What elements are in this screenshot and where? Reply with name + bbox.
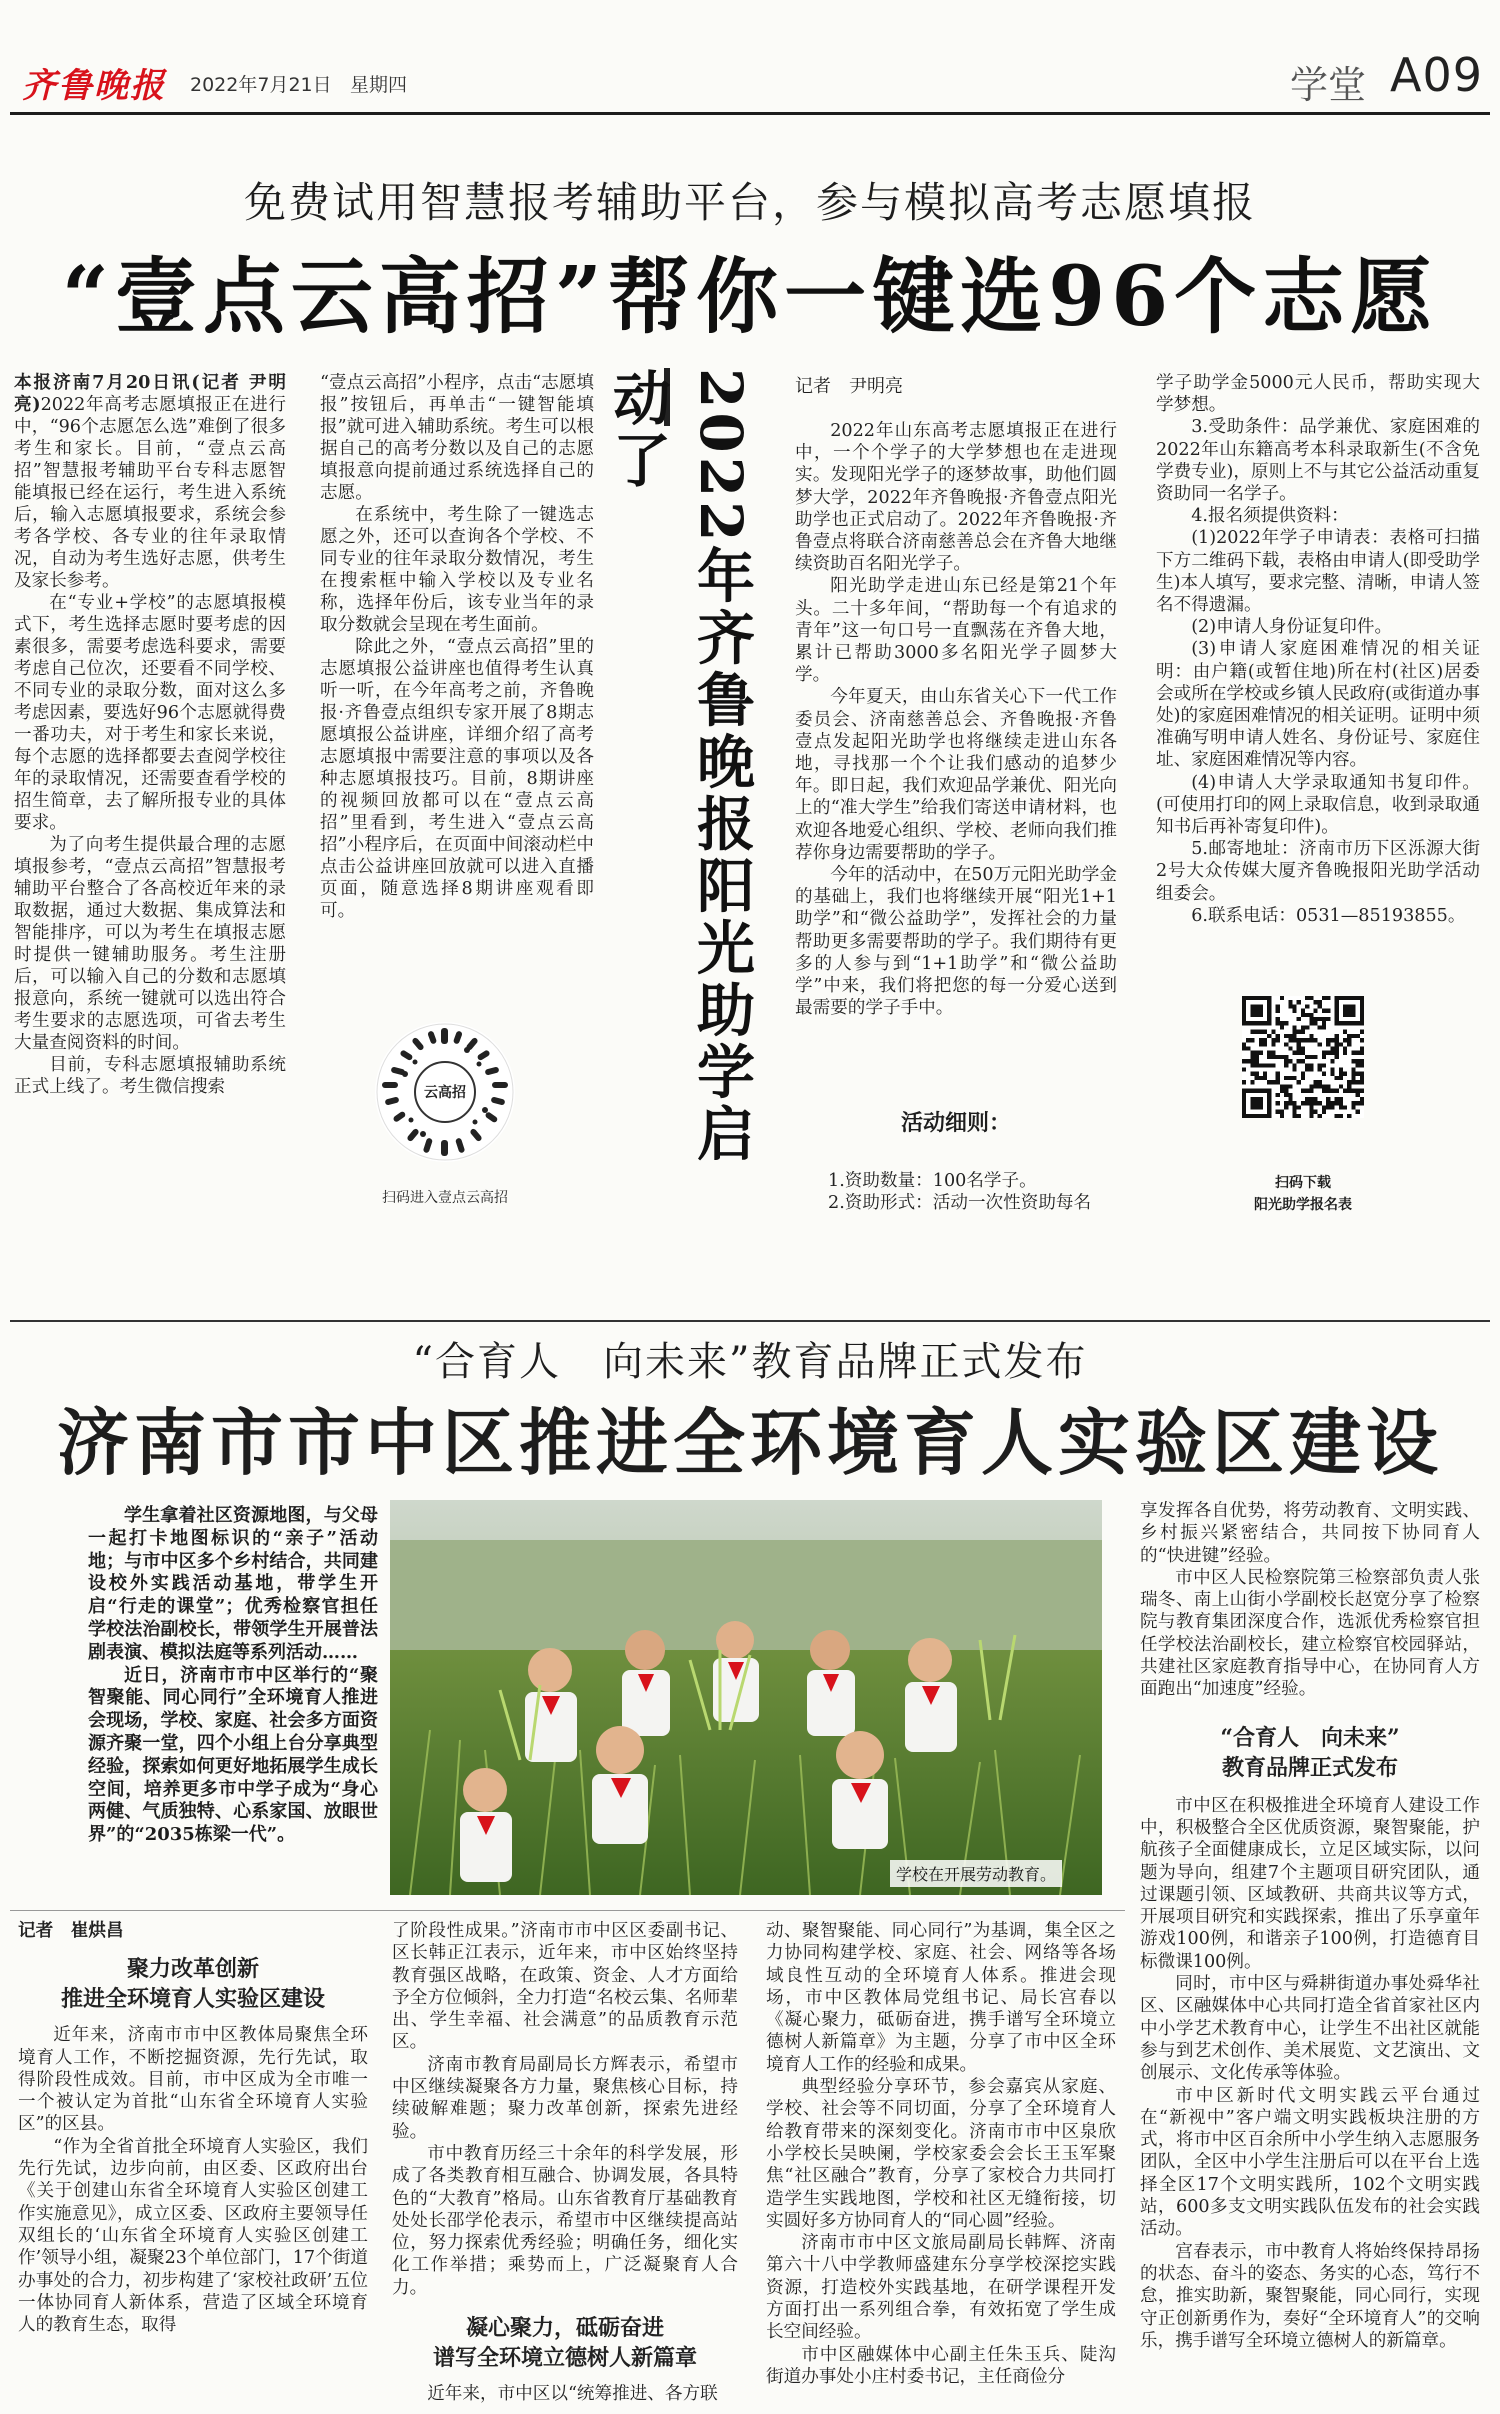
story3-paragraph: 市中区人民检察院第三检察部负责人张瑞冬、南上山街小学副校长赵宽分享了检察院与教育集团深度合作，选派优秀检察官担任学校法治副校长，建立检察官校园驿站，共建社区家庭教育指导中心，在协同育人方面跑出“加速度”经验。 [1140, 1567, 1480, 1700]
story1-paragraph: 在系统中，考生除了一键选志愿之外，还可以查询各个学校、不同专业的往年录取分数情况，考生在搜索框中输入学校以及专业名称，选择年份后，该专业当年的录取分数就会呈现在考生面前。 [320, 505, 594, 635]
story3-paragraph: 市中教育历经三十余年的科学发展，形成了各类教育相互融合、协调发展，各具特色的“大教育”格局。山东省教育厅基础教育处处长邵学伦表示，希望市中区继续提高站位，努力探索优秀经验；明确任务，细化实化工作举措；乘势而上，广泛凝聚育人合力。 [392, 2143, 738, 2298]
story2-byline: 记者 尹明亮 [795, 376, 903, 397]
section-name: 学堂 [1290, 63, 1367, 107]
subhead-line: 凝心聚力，砥砺奋进 [465, 2315, 664, 2342]
story3-paragraph: 济南市教育局副局长方辉表示，希望市中区继续凝聚各方力量，聚焦核心目标，持续破解难题；聚力改革创新，探索先进经验。 [392, 2054, 738, 2142]
photo-illustration [390, 1500, 1102, 1895]
story2-paragraph: 5.邮寄地址：济南市历下区泺源大街2号大众传媒大厦齐鲁晚报阳光助学活动组委会。 [1156, 839, 1480, 904]
story1-kicker: 免费试用智慧报考辅助平台，参与模拟高考志愿填报 [243, 178, 1256, 227]
subhead-line: 推进全环境育人实验区建设 [60, 1986, 325, 2013]
photo-rule [10, 1910, 1125, 1911]
story2-paragraph: (2)申请人身份证复印件。 [1191, 617, 1393, 638]
story1-paragraph: 2022年高考志愿填报正在进行中，“96个志愿怎么选”难倒了很多考生和家长。目前，“壹点云高招”智慧报考辅助平台专科志愿智能填报已经在运行，考生进入系统后，输入志愿填报要求，系统会参考各学校、各专业的往年录取情况，自动为考生选好志愿，供考生及家长参考。 [14, 395, 287, 591]
miniprogram-code[interactable] [375, 1022, 515, 1162]
story1-paragraph: 为了向考生提供最合理的志愿填报参考，“壹点云高招”智慧报考辅助平台整合了各高校近年来的录取数据，通过大数据、集成算法和智能排序，可以为考生在填报志愿时提供一键辅助服务。考生注册后，可以输入自己的分数和志愿填报意向，系统一键就可以选出符合考生要求的志愿选项，可省去考生大量查阅资料的时间。 [14, 835, 286, 1053]
story3-paragraph: 市中区新时代文明实践云平台通过在“新视中”客户端文明实践板块注册的方式，将市中区百余所中小学生纳入志愿服务团队，全区中小学生注册后可以在平台上选择全区17个文明实践所，102个文明实践站，600多支文明实践队伍发布的社会实践活动。 [1140, 2085, 1480, 2240]
story3-kicker: “合育人 向未来”教育品牌正式发布 [412, 1339, 1088, 1385]
story1-paragraph: 目前，专科志愿填报辅助系统正式上线了。考生微信搜索 [14, 1055, 286, 1097]
signup-form-qr-code[interactable] [1242, 996, 1364, 1118]
story2-paragraph: 4.报名须提供资料： [1191, 506, 1349, 527]
newspaper-logo: 齐鲁晚报 [22, 66, 166, 106]
story2-detail-item: 1.资助数量：100名学子。 [828, 1171, 1037, 1191]
story3-subhead-1 [18, 1954, 368, 2014]
section-divider [10, 1320, 1490, 1322]
story3-paragraph: “作为全省首批全环境育人实验区，我们先行先试，边步向前，由区委、区政府出台《关于创建山东省全环境育人实验区创建工作实施意见》，成立区委、区政府主要领导任双组长的‘山东省全环境育人实验区创建工作’领导小组，凝聚23个单位部门，17个街道办事处的合力，初步构建了‘家校社政研’五位一体协同育人新体系，营造了区域全环境育人的教育生态，取得 [18, 2136, 368, 2336]
story2-paragraph: 今年的活动中，在50万元阳光助学金的基础上，我们也将继续开展“阳光1+1助学”和“微公益助学”，发挥社会的力量帮助更多需要帮助的学子。我们期待有更多的人参与到“1+1助学”和“微公益助学”中来，我们将把您的每一分爱心送到最需要的学子手中。 [795, 865, 1117, 1019]
story1-headline: “壹点云高招”帮你一键选96个志愿 [61, 249, 1439, 345]
story3-column-a [18, 1920, 368, 2336]
story3-paragraph: 典型经验分享环节，参会嘉宾从家庭、学校、社会等不同切面，分享了全环境育人给教育带来的深刻变化。济南市市中区泉欣小学校长吴映阑，学校家委会会长王玉军聚焦“社区融合”教育，分享了家校合力共同打造学生实践地图，学校和社区无缝衔接，切实圆好多方协同育人的“同心圆”经验。 [766, 2077, 1116, 2231]
issue-weekday: 星期四 [350, 74, 408, 96]
story2-paragraph: (3)申请人家庭困难情况的相关证明：由户籍(或暂住地)所在村(社区)居委会或所在学校或乡镇人民政府(或街道办事处)的家庭困难情况的相关证明。证明中须准确写明申请人姓名、身份证号、家庭住址、家庭困难情况等内容。 [1156, 639, 1480, 771]
masthead-rule [10, 112, 1490, 115]
qr-caption-line: 阳光助学报名表 [1254, 1197, 1352, 1213]
story1-paragraph: “壹点云高招”小程序，点击“志愿填报”按钮后，再单击“一键智能填报”就可进入辅助系统。考生可以根据自己的高考分数以及自己的志愿填报意向提前通过系统选择自己的志愿。 [320, 373, 594, 503]
story1-column-2 [320, 372, 594, 922]
signup-qr-caption [1220, 1172, 1386, 1216]
story3-column-b [392, 1920, 738, 2405]
story3-paragraph: 享发挥各自优势，将劳动教育、文明实践、乡村振兴紧密结合，共同按下协同育人的“快进键”经验。 [1140, 1501, 1480, 1566]
story3-paragraph: 同时，市中区与舜耕街道办事处舜华社区、区融媒体中心共同打造全省首家社区内中小学艺术教育中心，让学生不出社区就能参与到艺术创作、美术展览、文艺演出、文创展示、文化传承等体验。 [1140, 1974, 1480, 2084]
story3-right-subhead [1140, 1723, 1480, 1783]
miniprogram-code-label: 云高招 [424, 1085, 466, 1101]
story3-paragraph: 市中区融媒体中心副主任朱玉兵、陡沟街道办事处小庄村委书记，主任商俭分 [766, 2344, 1116, 2387]
story3-paragraph: 近年来，济南市市中区教体局聚焦全环境育人工作，不断挖掘资源，先行先试，取得阶段性成效。目前，市中区成为全市唯一一个被认定为首批“山东省全环境育人实验区”的区县。 [18, 2025, 368, 2135]
story3-subhead-2 [392, 2313, 738, 2373]
story2-detail-item: 2.资助形式：活动一次性资助每名 [828, 1193, 1092, 1213]
story3-lead-paragraph: 学生拿着社区资源地图，与父母一起打卡地图标识的“亲子”活动地；与市中区多个乡村结合，共同建设校外实践活动基地，带学生开启“行走的课堂”；优秀检察官担任学校法治副校长，带领学生开展普法剧表演、模拟法庭等系列活动…… [88, 1505, 378, 1663]
story2-details-heading: 活动细则： [900, 1110, 1011, 1136]
labor-education-photo [390, 1500, 1102, 1895]
story3-paragraph: 宫春表示，市中教育人将始终保持昂扬的状态、奋斗的姿态、务实的心态，笃行不怠，推实助新，聚智聚能，同心同行，实现守正创新勇作为，奏好“全环境育人”的交响乐，携手谱写全环境立德树人的新篇章。 [1140, 2241, 1480, 2351]
subhead-line: 聚力改革创新 [126, 1956, 259, 1983]
story2-paragraph: 2022年山东高考志愿填报正在进行中，一个个学子的大学梦想也在走进现实。发现阳光学子的逐梦故事，助他们圆梦大学，2022年齐鲁晚报·齐鲁壹点阳光助学也正式启动了。2022年齐鲁晚报·齐鲁壹点将联合济南慈善总会在齐鲁大地继续资助百名阳光学子。 [795, 421, 1117, 575]
story2-vertical-title: 2022年齐鲁晚报阳光助学启动了 [603, 368, 755, 1166]
miniprogram-code-caption: 扫码进入壹点云高招 [382, 1190, 508, 1206]
page-number: A09 [1390, 48, 1484, 102]
story3-paragraph: 动、聚智聚能、同心同行”为基调，集全区之力协同构建学校、家庭、社会、网络等各场域良性互动的全环境育人体系。推进会现场，市中区教体局党组书记、局长宫春以《凝心聚力，砥砺奋进，携手谱写全环境立德树人新篇章》为主题，分享了市中区全环境育人工作的经验和成果。 [766, 1921, 1116, 2075]
story3-byline: 记者 崔烘昌 [18, 1921, 124, 1941]
story1-dateline: 本报济南7月20日讯(记者 尹明亮) [14, 372, 286, 415]
story2-column-1 [795, 420, 1117, 1019]
story3-right-column [1140, 1500, 1480, 2352]
story3-column-c [766, 1920, 1116, 2388]
subhead-line: 谱写全环境立德树人新篇章 [432, 2345, 697, 2372]
qr-caption-line: 扫码下载 [1275, 1175, 1331, 1191]
story3-lead-paragraph: 近日，济南市市中区举行的“聚智聚能、同心同行”全环境育人推进会现场，学校、家庭、社会多方面资源齐聚一堂，四个小组上台分享典型经验，探索如何更好地拓展学生成长空间，培养更多市中学子成为“身心两健、气质独特、心系家国、放眼世界”的“2035栋梁一代”。 [88, 1664, 378, 1846]
photo-caption: 学校在开展劳动教育。 [890, 1860, 1062, 1887]
issue-date: 2022年7月21日 [190, 74, 332, 96]
story3-headline: 济南市市中区推进全环境育人实验区建设 [56, 1400, 1443, 1485]
qr-code-graphic [1242, 996, 1364, 1118]
subhead-line: “合育人 向未来” [1220, 1724, 1400, 1751]
story1-paragraph: 在“专业+学校”的志愿填报模式下，考生选择志愿时要考虑的因素很多，需要考虑选科要求，需要考虑自己位次，还要看不同学校、不同专业的录取分数，面对这么多考虑因素，要选好96个志愿就得费一番功夫，对于考生和家长来说，每个志愿的选择都要去查阅学校往年的录取情况，还需要查看学校的招生简章，去了解所报专业的具体要求。 [14, 593, 286, 833]
story2-paragraph: 学子助学金5000元人民币，帮助实现大学梦想。 [1156, 373, 1480, 416]
story2-paragraph: 6.联系电话：0531—85193855。 [1191, 905, 1466, 926]
story1-column-1 [14, 372, 286, 1098]
story3-lead [88, 1505, 378, 1847]
story1-paragraph: 除此之外，“壹点云高招”里的志愿填报公益讲座也值得考生认真听一听，在今年高考之前，齐鲁晚报·齐鲁壹点组织专家开展了8期志愿填报公益讲座，详细介绍了高考志愿填报中需要注意的事项以及各种志愿填报技巧。目前，8期讲座的视频回放都可以在“壹点云高招”里看到，考生进入“壹点云高招”小程序后，在页面中间滚动栏中点击公益讲座回放就可以进入直播页面，随意选择8期讲座观看即可。 [320, 637, 594, 921]
story2-paragraph: 今年夏天，由山东省关心下一代工作委员会、济南慈善总会、齐鲁晚报·齐鲁壹点发起阳光助学也将继续走进山东各地，寻找那一个个让我们感动的追梦少年。即日起，我们欢迎品学兼优、阳光向上的“准大学生”给我们寄送申请材料，也欢迎各地爱心组织、学校、老师向我们推荐你身边需要帮助的学子。 [795, 687, 1117, 863]
story2-paragraph: (4)申请人大学录取通知书复印件。(可使用打印的网上录取信息，收到录取通知书后再补寄复印件)。 [1156, 772, 1480, 838]
story3-paragraph: 市中区在积极推进全环境育人建设工作中，积极整合全区优质资源，聚智聚能，护航孩子全面健康成长，立足区域实际，以问题为导向，组建7个主题项目研究团队，通过课题引领、区域教研、共商共议等方式，开展项目研究和实践探索，推出了乐享童年游戏100例，和谐亲子100例，打造德育目标微课100例。 [1140, 1795, 1480, 1972]
story2-details [828, 1170, 1118, 1214]
subhead-line: 教育品牌正式发布 [1221, 1754, 1398, 1781]
masthead [0, 0, 1500, 110]
story2-paragraph: 3.受助条件：品学兼优、家庭困难的2022年山东籍高考本科录取新生(不含免学费专业)，原则上不与其它公益活动重复资助同一名学子。 [1156, 417, 1480, 505]
story3-paragraph: 济南市市中区文旅局副局长韩辉、济南第六十八中学教师盛建东分享学校深挖实践资源，打造校外实践基地，在研学课程开发方面打出一系列组合拳，有效拓宽了学生成长空间经验。 [766, 2233, 1116, 2343]
story2-paragraph: (1)2022年学子申请表：表格可扫描下方二维码下载，表格由申请人(即受助学生)本人填写，要求完整、清晰，申请人签名不得遗漏。 [1156, 528, 1480, 616]
story2-column-2 [1156, 372, 1480, 927]
story2-paragraph: 阳光助学走进山东已经是第21个年头。二十多年间，“帮助每一个有追求的青年”这一句口号一直飘荡在齐鲁大地，累计已帮助3000多名阳光学子圆梦大学。 [795, 576, 1117, 686]
story3-paragraph: 了阶段性成果。”济南市市中区区委副书记、区长韩正江表示，近年来，市中区始终坚持教育强区战略，在政策、资金、人才方面给予全方位倾斜，全力打造“名校云集、名师辈出、学生幸福、社会满意”的品质教育示范区。 [392, 1921, 738, 2053]
story3-paragraph: 近年来，市中区以“统筹推进、各方联 [427, 2384, 718, 2405]
